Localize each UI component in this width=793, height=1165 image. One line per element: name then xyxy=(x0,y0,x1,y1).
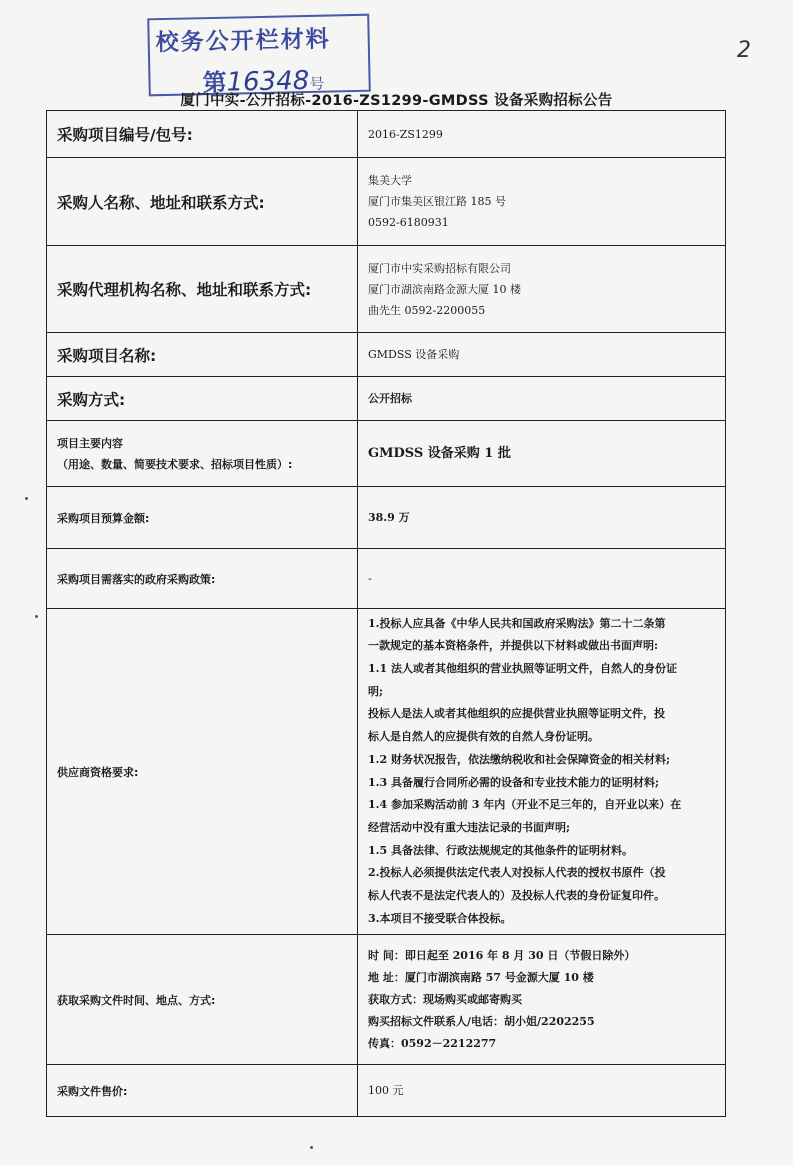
row-value: 38.9 万 xyxy=(358,487,726,549)
table-row xyxy=(47,421,726,487)
tender-info-table xyxy=(46,110,726,1117)
row-value: 100 元 xyxy=(358,1065,726,1117)
scan-speck xyxy=(310,1146,313,1149)
stamp-number: 16348 xyxy=(226,65,310,98)
row-value: 时 间：即日起至 2016 年 8 月 30 日（节假日除外） 地 址：厦门市湖滨南路 57 号金源大厦 10 楼 获取方式：现场购买或邮寄购买 购买招标文件联系人/电话：胡小姐/2202255 传真：0592－2212277 xyxy=(358,935,726,1065)
row-label: 采购项目预算金额: xyxy=(47,487,358,549)
row-label: 采购文件售价: xyxy=(47,1065,358,1117)
row-label: 采购方式: xyxy=(47,377,358,421)
stamp-suffix: 号 xyxy=(309,74,325,93)
table-row xyxy=(47,935,726,1065)
table-row xyxy=(47,333,726,377)
row-label: 获取采购文件时间、地点、方式: xyxy=(47,935,358,1065)
row-label: 采购项目名称: xyxy=(47,333,358,377)
table-row xyxy=(47,111,726,158)
school-affairs-stamp xyxy=(147,14,371,97)
row-label: 采购人名称、地址和联系方式: xyxy=(47,158,358,246)
row-label: 项目主要内容 （用途、数量、简要技术要求、招标项目性质）: xyxy=(47,421,358,487)
row-value: GMDSS 设备采购 xyxy=(358,333,726,377)
table-row xyxy=(47,377,726,421)
row-value: - xyxy=(358,549,726,609)
scan-speck xyxy=(35,615,38,618)
handwritten-page-number: 2 xyxy=(737,38,751,63)
row-value: 1.投标人应具备《中华人民共和国政府采购法》第二十二条第 一款规定的基本资格条件，并提供以下材料或做出书面声明: 1.1 法人或者其他组织的营业执照等证明文件，自然人的身份证 明; 投标人是法人或者其他组织的应提供营业执照等证明文件，投 标人是自然人的应提供有效的自然人身份证明。 1.2 财务状况报告，依法缴纳税收和社会保障资金的相关材料; 1.3 具备履行合同所必需的设备和专业技术能力的证明材料; 1.4 参加采购活动前 3 年内（开业不足三年的，自开业以来）在 经营活动中没有重大违法记录的书面声明; 1.5 具备法律、行政法规规定的其他条件的证明材料。 2.投标人必须提供法定代表人对投标人代表的授权书原件（投 标人代表不是法定代表人的）及投标人代表的身份证复印件。 3.本项目不接受联合体投标。 xyxy=(358,609,726,935)
row-label: 采购代理机构名称、地址和联系方式: xyxy=(47,246,358,333)
stamp-prefix: 第 xyxy=(202,68,227,98)
row-label: 采购项目需落实的政府采购政策: xyxy=(47,549,358,609)
scan-speck xyxy=(25,497,28,500)
document-title: 厦门中实-公开招标-2016-ZS1299-GMDSS 设备采购招标公告 xyxy=(180,93,613,109)
table-row xyxy=(47,487,726,549)
table-row xyxy=(47,549,726,609)
row-value: 公开招标 xyxy=(358,377,726,421)
row-value: 厦门市中实采购招标有限公司 厦门市湖滨南路金源大厦 10 楼 曲先生 0592-2200055 xyxy=(358,246,726,333)
row-value: 集美大学 厦门市集美区银江路 185 号 0592-6180931 xyxy=(358,158,726,246)
row-value: GMDSS 设备采购 1 批 xyxy=(358,421,726,487)
row-label: 采购项目编号/包号: xyxy=(47,111,358,158)
row-label: 供应商资格要求: xyxy=(47,609,358,935)
table-row xyxy=(47,246,726,333)
table-row xyxy=(47,158,726,246)
stamp-caption: 校务公开栏材料 xyxy=(155,26,331,57)
row-value: 2016-ZS1299 xyxy=(358,111,726,158)
table-row xyxy=(47,1065,726,1117)
table-row xyxy=(47,609,726,935)
